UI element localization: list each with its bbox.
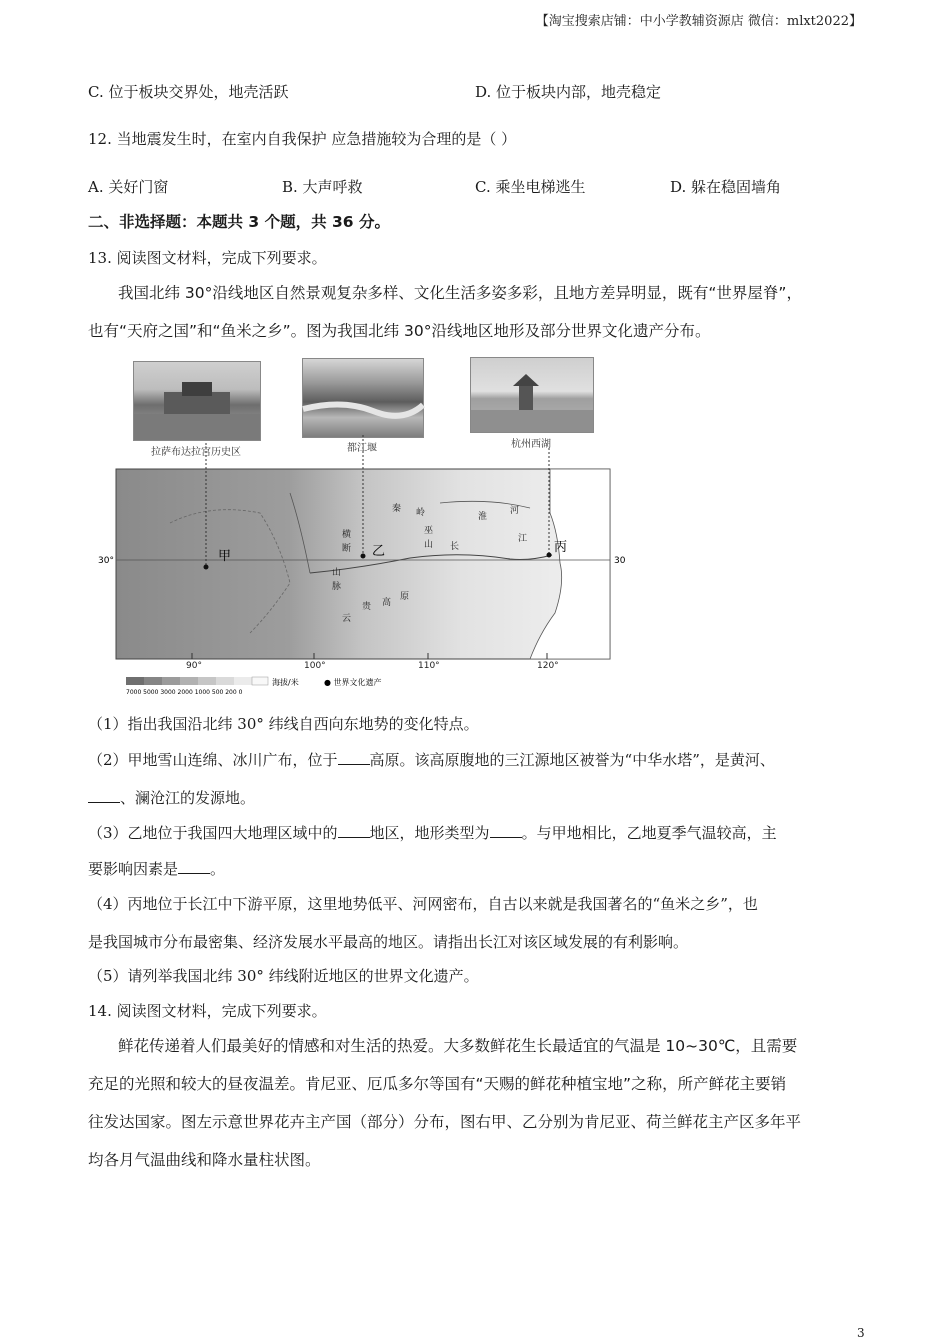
- terrain-map: [98, 463, 630, 700]
- label-gao: 高: [382, 598, 392, 608]
- blank-3-2: [490, 823, 522, 838]
- q14-stem: 14. 阅读图文材料，完成下列要求。: [88, 1002, 327, 1020]
- marker-yi: 乙: [372, 544, 386, 559]
- q13-sub-4-line-1: （4）丙地位于长江中下游平原，这里地势低平、河网密布，自古以来就是我国著名的“鱼米之乡”，也: [88, 895, 758, 913]
- blank-2-2: [88, 788, 120, 803]
- q13-sub-4-line-2: 是我国城市分布最密集、经济发展水平最高的地区。请指出长江对该区域发展的有利影响。: [88, 933, 689, 951]
- heritage-dot-bing: [547, 553, 552, 558]
- page-number: 3: [857, 1326, 865, 1340]
- map-frame: [116, 469, 610, 659]
- label-heng: 横: [342, 530, 352, 540]
- map-legend: [126, 677, 382, 696]
- q14-material-line-3: 往发达国家。图左示意世界花卉主产国（部分）分布，图右甲、乙分别为肯尼亚、荷兰鲜花主产区多年平: [88, 1113, 802, 1131]
- q14-material-line-2: 充足的光照和较大的昼夜温差。肯尼亚、厄瓜多尔等国有“天赐的鲜花种植宝地”之称，所产鲜花主要销: [88, 1075, 787, 1093]
- q12-option-a: A. 关好门窗: [88, 178, 169, 196]
- label-shan: 山: [332, 568, 342, 578]
- legend-values: 7000 5000 3000 2000 1000 500 200 0: [126, 689, 243, 696]
- heritage-dot-jia: [204, 565, 209, 570]
- q12-option-b: B. 大声呼救: [282, 178, 363, 196]
- label-chang: 长: [450, 542, 460, 552]
- q13-material-line-1: 我国北纬 30°沿线地区自然景观复杂多样、文化生活多姿多彩，且地方差异明显，既有“世界屋脊”，: [118, 284, 802, 302]
- marker-bing: 丙: [554, 540, 568, 555]
- q14-material-line-1: 鲜花传递着人们最美好的情感和对生活的热爱。大多数鲜花生长最适宜的气温是 10~30℃，且需要: [118, 1037, 798, 1055]
- label-yuan: 原: [400, 592, 410, 602]
- label-wu: 巫: [424, 526, 434, 536]
- page-header: 【淘宝搜索店铺：中小学教辅资源店 微信：mlxt2022】: [535, 14, 862, 29]
- q11-option-c: C. 位于板块交界处，地壳活跃: [88, 83, 289, 101]
- label-duan: 断: [342, 544, 352, 554]
- q14-material-line-4: 均各月气温曲线和降水量柱状图。: [88, 1151, 321, 1169]
- q13-stem: 13. 阅读图文材料，完成下列要求。: [88, 249, 327, 267]
- blank-3-3: [178, 859, 210, 874]
- q11-option-d: D. 位于板块内部，地壳稳定: [475, 83, 662, 101]
- lat-label-left: 30°: [98, 556, 114, 566]
- river-illustration: [303, 359, 423, 437]
- caption-potala: 拉萨布达拉宫历史区: [151, 447, 241, 458]
- q12-stem: 12. 当地震发生时，在室内自我保护 应急措施较为合理的是（ ）: [88, 130, 517, 148]
- photo-dujiangyan: [302, 358, 424, 438]
- label-ling: 岭: [416, 508, 426, 518]
- label-yun: 云: [342, 614, 352, 624]
- q13-sub-1: （1）指出我国沿北纬 30° 纬线自西向东地势的变化特点。: [88, 715, 479, 733]
- heritage-dot-yi: [361, 554, 366, 559]
- q13-sub-5: （5）请列举我国北纬 30° 纬线附近地区的世界文化遗产。: [88, 967, 479, 985]
- q12-option-d: D. 躲在稳固墙角: [670, 178, 782, 196]
- q13-sub-2-line-1: （2）甲地雪山连绵、冰川广布，位于 高原。该高原腹地的三江源地区被誉为“中华水塔”，是黄河、: [88, 751, 775, 769]
- legend-elevation: 海拔/米: [272, 678, 299, 687]
- lon-label-90: 90°: [186, 661, 202, 671]
- label-mai: 脉: [332, 582, 342, 592]
- lon-label-110: 110°: [418, 661, 440, 671]
- caption-west-lake: 杭州西湖: [511, 439, 551, 450]
- palace-illustration: [134, 362, 260, 440]
- blank-2-1: [338, 750, 370, 765]
- lat-label-right: 30: [614, 556, 626, 566]
- caption-dujiangyan: 都江堰: [347, 443, 377, 454]
- legend-heritage: ● 世界文化遗产: [324, 678, 382, 687]
- q13-sub-2-line-2: 、澜沧江的发源地。: [88, 788, 255, 808]
- label-huai: 淮: [478, 512, 488, 522]
- section-heading: 二、非选择题：本题共 3 个题，共 36 分。: [88, 213, 390, 231]
- marker-jia: 甲: [218, 549, 232, 564]
- label-he: 河: [510, 506, 520, 516]
- pagoda-illustration: [471, 358, 593, 432]
- lon-label-100: 100°: [304, 661, 326, 671]
- photo-potala-palace: [133, 361, 261, 441]
- q13-figure: [98, 355, 630, 700]
- blank-3-1: [338, 823, 370, 838]
- q13-sub-3-line-1: （3）乙地位于我国四大地理区域中的 地区，地形类型为 。与甲地相比，乙地夏季气温较高，主: [88, 824, 777, 842]
- photo-west-lake: [470, 357, 594, 433]
- label-qin: 秦: [392, 504, 402, 514]
- label-shan2: 山: [424, 540, 434, 550]
- label-gui: 贵: [362, 602, 372, 612]
- label-jiang: 江: [518, 534, 528, 544]
- q13-material-line-2: 也有“天府之国”和“鱼米之乡”。图为我国北纬 30°沿线地区地形及部分世界文化遗产分布。: [88, 322, 711, 340]
- q13-sub-3-line-2: 要影响因素是 。: [88, 860, 226, 878]
- q12-option-c: C. 乘坐电梯逃生: [475, 178, 586, 196]
- lon-label-120: 120°: [537, 661, 559, 671]
